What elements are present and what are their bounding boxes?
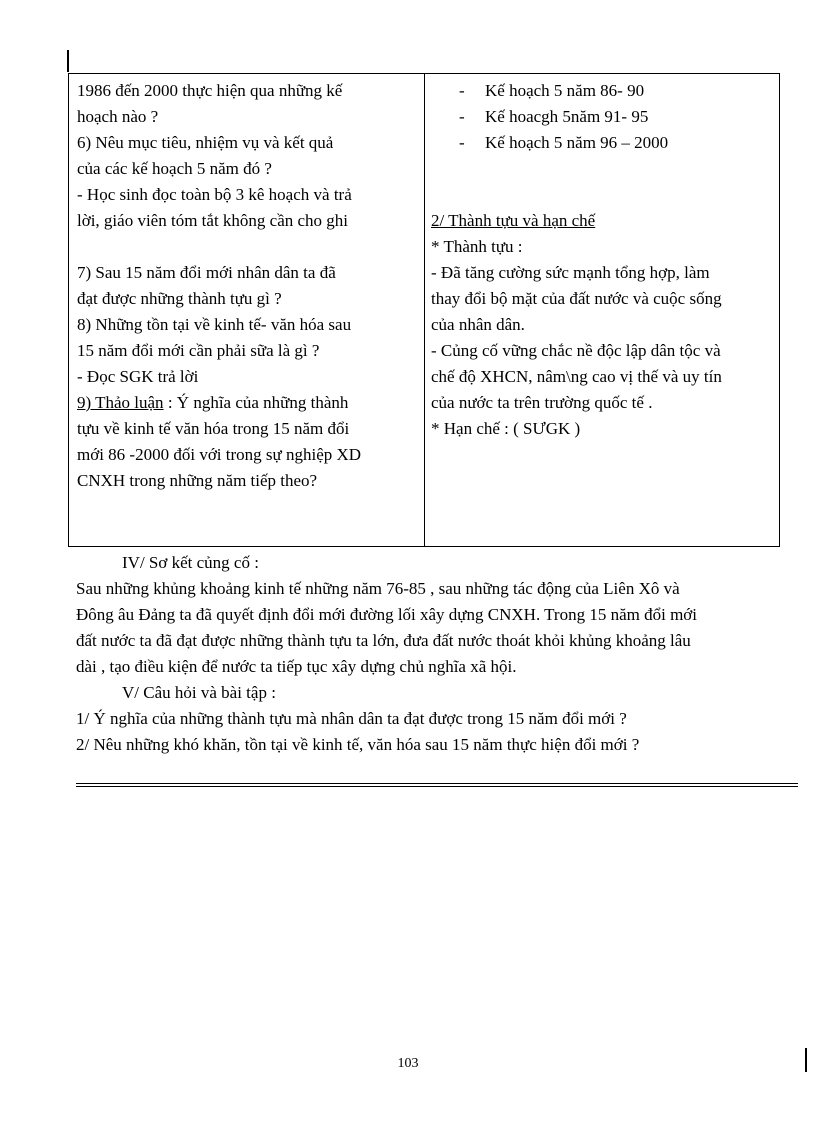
paragraph-gap [77, 234, 416, 260]
lesson-table [68, 73, 780, 547]
list-dash: - [459, 107, 465, 126]
plan-text: Kế hoạch 5 năm 86- 90 [485, 81, 645, 100]
divider-line [76, 783, 798, 784]
plan-item [459, 104, 771, 130]
activity-line: lời, giáo viên tóm tắt không cần cho ghi [77, 211, 349, 230]
summary-line: Đông âu Đảng ta đã quyết định đổi mới đường lối xây dựng CNXH. Trong 15 năm đổi mới [76, 605, 698, 624]
exercise-question: 1/ Ý nghĩa của những thành tựu mà nhân dân ta đạt được trong 15 năm đổi mới ? [76, 709, 627, 728]
plan-item [459, 78, 771, 104]
discussion-text: : Ý nghĩa của những thành [163, 393, 349, 412]
achievement-line: - Củng cố vững chắc nề độc lập dân tộc và [431, 341, 721, 360]
discussion-line [77, 390, 416, 416]
plan-list [431, 78, 771, 156]
activity-line: 7) Sau 15 năm đổi mới nhân dân ta đã [77, 263, 336, 282]
discussion-line: CNXH trong những năm tiếp theo? [77, 471, 318, 490]
discussion-line: tựu về kinh tế văn hóa trong 15 năm đổi [77, 419, 350, 438]
list-dash: - [459, 81, 465, 100]
plan-text: Kế hoạch 5 năm 96 – 2000 [485, 133, 669, 152]
activity-line: 1986 đến 2000 thực hiện qua những kế [77, 81, 343, 100]
activity-line: hoạch nào ? [77, 107, 159, 126]
limitations-line: * Hạn chế : ( SƯGK ) [431, 419, 581, 438]
divider-line [76, 786, 798, 787]
exercises-heading: V/ Câu hỏi và bài tập : [122, 683, 276, 702]
activity-line: 6) Nêu mục tiêu, nhiệm vụ và kết quả [77, 133, 334, 152]
activity-line: đạt được những thành tựu gì ? [77, 289, 282, 308]
page-edge-mark [805, 1048, 807, 1072]
summary-heading: IV/ Sơ kết củng cố : [122, 553, 259, 572]
achievements-label: * Thành tựu : [431, 237, 523, 256]
plan-text: Kế hoacgh 5năm 91- 95 [485, 107, 649, 126]
summary-line: dài , tạo điều kiện để nước ta tiếp tục xây dựng chủ nghĩa xã hội. [76, 657, 517, 676]
paragraph-gap [431, 156, 771, 208]
margin-mark [67, 50, 69, 72]
achievement-line: chế độ XHCN, nâm\ng cao vị thế và uy tín [431, 367, 722, 386]
summary-line: đất nước ta đã đạt được những thành tựu ta lớn, đưa đất nước thoát khỏi khủng khoảng lâu [76, 631, 691, 650]
activity-line: 8) Những tồn tại về kinh tế- văn hóa sau [77, 315, 352, 334]
list-dash: - [459, 133, 465, 152]
achievement-line: - Đã tăng cường sức mạnh tổng hợp, làm [431, 263, 710, 282]
discussion-line: mới 86 -2000 đối với trong sự nghiệp XD [77, 445, 362, 464]
page-number: 103 [397, 1056, 419, 1071]
achievements-heading: 2/ Thành tựu và hạn chế [431, 211, 596, 230]
activity-line: - Học sinh đọc toàn bộ 3 kê hoạch và trả [77, 185, 352, 204]
activity-line: - Đọc SGK trả lời [77, 367, 199, 386]
exercise-question: 2/ Nêu những khó khăn, tồn tại về kinh tế, văn hóa sau 15 năm thực hiện đổi mới ? [76, 735, 640, 754]
summary-line: Sau những khủng khoảng kinh tế những năm 76-85 , sau những tác động của Liên Xô và [76, 579, 680, 598]
discussion-label: 9) Thảo luận [77, 393, 164, 412]
content-column [425, 74, 779, 546]
achievement-line: của nước ta trên trường quốc tế . [431, 393, 653, 412]
activity-column [69, 74, 425, 546]
achievement-line: của nhân dân. [431, 315, 525, 334]
achievement-line: thay đổi bộ mặt của đất nước và cuộc sống [431, 289, 722, 308]
plan-item [459, 130, 771, 156]
activity-line: 15 năm đổi mới cần phải sữa là gì ? [77, 341, 320, 360]
activity-line: của các kế hoạch 5 năm đó ? [77, 159, 272, 178]
